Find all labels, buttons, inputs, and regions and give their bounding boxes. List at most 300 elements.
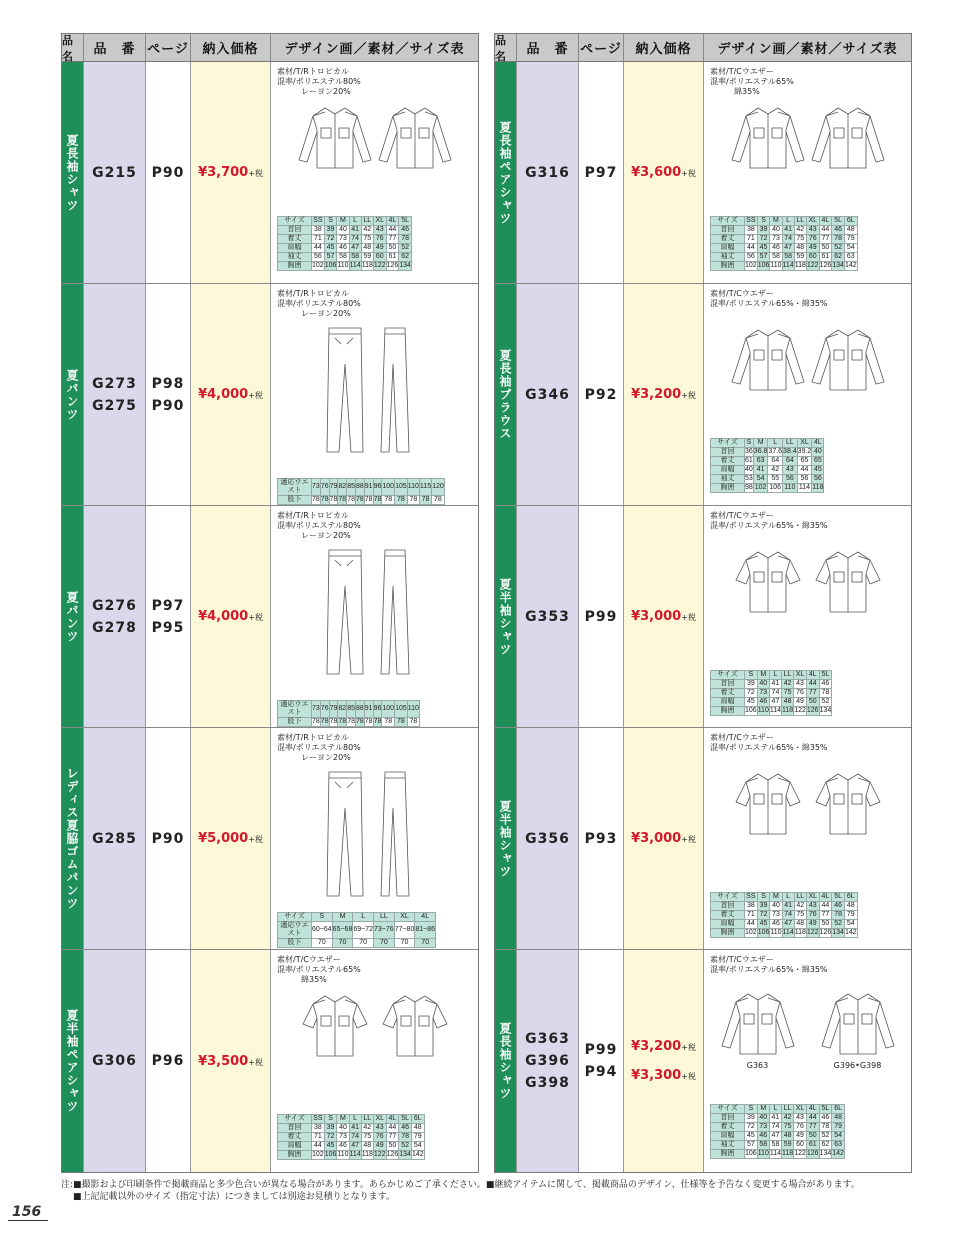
shirt-illustration — [295, 990, 455, 1060]
price-value: ¥3,300+税 — [631, 1068, 696, 1083]
product-code: G278 — [92, 619, 137, 636]
size-table — [277, 700, 420, 727]
size-table-cell: 114 — [782, 262, 794, 269]
header-name: 品名 — [62, 34, 84, 61]
size-table-cell: 118 — [361, 262, 373, 269]
product-code: G215 — [92, 164, 137, 181]
size-table-cell: 78 — [819, 689, 832, 698]
header-price: 納入価格 — [191, 34, 271, 61]
size-table-cell: 63 — [753, 457, 768, 466]
size-table-cell: 75 — [782, 689, 794, 698]
prices — [624, 284, 704, 505]
material-line: 混率/ポリエステル65%・綿35% — [710, 299, 828, 308]
size-table-cell: 122 — [373, 262, 386, 269]
size-table-cell: 72 — [745, 689, 758, 698]
size-table-cell: 56 — [783, 475, 798, 484]
material-line: 素材/T/Cウエザー — [277, 955, 341, 964]
size-table-cell: L — [782, 217, 794, 226]
size-table-cell: 73~76 — [374, 922, 395, 939]
catalog-page: P90 — [151, 830, 185, 847]
size-table-cell: 首回 — [711, 1114, 745, 1123]
tax-label: +税 — [681, 1043, 696, 1052]
material-line: 素材/T/Cウエザー — [710, 289, 774, 298]
size-table-cell: S — [745, 671, 758, 680]
size-table-cell: 44 — [386, 226, 399, 235]
size-table-cell: 56 — [797, 475, 812, 484]
product-row — [495, 62, 911, 284]
product-row — [62, 506, 478, 728]
size-table-cell: 49 — [794, 1132, 807, 1141]
size-table-row — [711, 448, 824, 457]
size-table-cell: 78 — [819, 1123, 832, 1132]
size-table-cell: 48 — [832, 1114, 845, 1123]
size-table-row — [711, 671, 832, 680]
size-table-cell: 46 — [337, 1142, 349, 1151]
size-table-cell: 76 — [373, 235, 386, 244]
product-row — [62, 950, 478, 1172]
size-table-cell: 60~64 — [312, 922, 333, 939]
size-table-cell: 36.8 — [753, 448, 768, 455]
catalog-page: P94 — [584, 1064, 618, 1080]
size-table-cell: 110 — [770, 262, 782, 269]
material-line: 混率/ポリエステル65%・綿35% — [710, 965, 828, 974]
size-table-cell: 114 — [349, 1151, 361, 1158]
size-table-cell: S — [757, 893, 770, 902]
size-table-row — [711, 902, 858, 911]
size-table-row — [278, 1151, 425, 1160]
size-table-cell: L — [769, 1105, 781, 1114]
size-table-cell: 48 — [782, 698, 794, 707]
size-table-cell: M — [337, 1115, 349, 1124]
size-table-cell: 79 — [329, 701, 338, 718]
catalog-pages — [579, 728, 624, 949]
size-table-cell: S — [757, 217, 770, 226]
price-value: ¥3,200+税 — [631, 387, 696, 402]
size-table-cell: 45 — [757, 244, 770, 253]
size-table-cell: 100 — [382, 479, 395, 496]
size-table-cell: 142 — [832, 1150, 844, 1157]
size-table-cell: 78 — [399, 1133, 412, 1142]
size-table-row — [711, 707, 832, 716]
prices — [191, 62, 271, 283]
product-row — [495, 728, 911, 950]
shirt-illustration — [728, 102, 888, 172]
size-table-cell: 38.4 — [783, 448, 797, 455]
size-table-cell: M — [757, 671, 769, 680]
header-design: デザイン画／素材／サイズ表 — [284, 42, 465, 57]
size-table-row — [711, 911, 858, 920]
category-label: 夏半袖ペアシャツ — [62, 950, 84, 1172]
size-table-cell: 44 — [819, 902, 832, 911]
size-table-cell: 52 — [399, 1142, 412, 1151]
prices — [191, 506, 271, 727]
material-line: 素材/T/Cウエザー — [710, 67, 774, 76]
size-table-row — [711, 680, 832, 689]
catalog-page: P90 — [151, 397, 185, 414]
size-table-cell: 40 — [770, 902, 782, 911]
size-table-cell: 4L — [415, 913, 436, 922]
catalog-pages — [146, 284, 191, 505]
size-table-cell: 6L — [844, 893, 857, 902]
size-table-cell: 79 — [329, 479, 338, 496]
size-table-cell: 100 — [382, 701, 395, 718]
size-table-cell: SS — [746, 893, 756, 900]
size-table-cell: 44 — [312, 244, 325, 253]
header-page: ページ — [579, 34, 624, 61]
product-code: G398 — [525, 1075, 570, 1091]
material-line: 素材/T/Rトロピカル — [277, 733, 349, 742]
size-table-cell: XL — [373, 217, 386, 226]
product-codes — [84, 728, 146, 949]
product-code: G396 — [525, 1053, 570, 1069]
size-table-cell: 42 — [782, 680, 794, 689]
size-table-row — [711, 457, 824, 466]
size-table-cell: 49 — [806, 920, 819, 929]
tax-label: +税 — [681, 835, 696, 844]
size-table-cell: 70 — [353, 939, 374, 948]
material-line: 素材/T/Rトロピカル — [277, 289, 349, 298]
size-table-cell: 57 — [324, 253, 337, 262]
size-table-cell: 73 — [337, 1133, 349, 1142]
catalog-page: P97 — [151, 597, 185, 614]
header-price: 納入価格 — [624, 34, 704, 61]
size-table-cell: 41 — [769, 680, 781, 689]
product-codes — [517, 506, 579, 727]
size-table-cell: 78 — [395, 496, 408, 505]
material-text — [710, 289, 905, 309]
size-table-cell: 股下 — [278, 718, 312, 727]
size-table-row — [711, 484, 824, 493]
product-row — [62, 728, 478, 950]
size-table-cell: XL — [806, 217, 819, 226]
material-line: 混率/ポリエステル80% — [277, 521, 361, 530]
category-label: 夏長袖シャツ — [495, 950, 517, 1172]
size-table-cell: 106 — [757, 262, 770, 269]
size-table-cell: 105 — [395, 701, 408, 718]
page-number: 156 — [12, 1204, 42, 1220]
size-table-cell: 40 — [337, 1124, 349, 1133]
catalog-pages — [146, 950, 191, 1172]
size-table-cell: 43 — [373, 226, 386, 235]
category-label: 夏長袖ペアシャツ — [495, 62, 517, 283]
size-table-cell: 85 — [347, 479, 356, 496]
size-table-cell: 65 — [812, 457, 824, 466]
size-table-cell: 44 — [819, 226, 832, 235]
size-table-cell: 78 — [347, 496, 355, 503]
size-table-row — [278, 701, 420, 718]
size-table-cell: 47 — [349, 244, 361, 253]
size-table-cell: 5L — [819, 671, 832, 680]
catalog-pages — [146, 62, 191, 283]
size-table — [277, 478, 445, 505]
size-table-cell: 78 — [338, 718, 347, 725]
table-header — [62, 34, 478, 62]
size-table-cell: 74 — [349, 1133, 361, 1142]
size-table-cell: 78 — [329, 496, 338, 503]
size-table-cell: 適応ウエスト — [278, 701, 312, 718]
size-table-cell: L — [349, 217, 361, 226]
shirt-illustration — [295, 102, 455, 172]
size-table-cell: 106 — [769, 484, 782, 491]
price-value: ¥3,500+税 — [198, 1053, 263, 1069]
size-table-cell: 6L — [832, 1105, 845, 1114]
prices — [191, 284, 271, 505]
size-table-cell: 106 — [324, 262, 337, 269]
size-table-cell: 78 — [832, 911, 845, 920]
size-table-cell: 46 — [832, 226, 845, 235]
size-table-cell: 78 — [320, 496, 329, 503]
material-text — [710, 955, 905, 975]
size-table-cell: 59 — [794, 253, 806, 262]
size-table-cell: LL — [361, 1115, 373, 1124]
size-table-cell: XL — [394, 913, 415, 922]
size-table-cell: 41 — [349, 226, 361, 235]
material-text — [710, 511, 905, 531]
price-value: ¥3,000+税 — [631, 609, 696, 624]
size-table-cell: 首回 — [278, 1124, 312, 1133]
size-table-cell: 肩幅 — [278, 244, 312, 253]
size-table-cell: 36 — [745, 448, 753, 455]
size-table-cell: 60 — [373, 253, 386, 262]
size-table-cell: 76 — [806, 235, 819, 244]
size-table-cell: サイズ — [711, 217, 745, 226]
size-table-cell: 74 — [769, 1123, 781, 1132]
footer-note-1: 注:■撮影および印刷条件で掲載商品と多少色合いが異なる場合があります。あらかじめご了承ください。■継続アイテムに関して、掲載商品のデザイン、仕様等を予告なく変更する場合があります。 — [61, 1180, 860, 1190]
size-table-cell: LL — [794, 217, 806, 226]
size-table-cell: 60 — [794, 1141, 807, 1150]
size-table-cell: 47 — [782, 920, 794, 929]
size-table-cell: 4L — [819, 893, 832, 902]
size-table-cell: XL — [797, 439, 812, 448]
material-line: 素材/T/Rトロピカル — [277, 511, 349, 520]
size-table-cell: 70 — [394, 939, 415, 948]
size-table-row — [278, 226, 412, 235]
size-table-cell: 4L — [806, 1105, 819, 1114]
size-table-cell: 105 — [395, 479, 408, 496]
size-table-cell: LL — [782, 671, 794, 680]
category-label: 夏長袖ブラウス — [495, 284, 517, 505]
product-codes — [517, 728, 579, 949]
header-design: デザイン画／素材／サイズ表 — [717, 42, 898, 57]
size-table-cell: SS — [746, 217, 756, 224]
product-codes — [84, 506, 146, 727]
size-table-cell: 76 — [794, 689, 807, 698]
size-table-row — [711, 1123, 845, 1132]
size-table-cell: 78 — [382, 718, 395, 727]
size-table-cell: 126 — [806, 1150, 819, 1157]
size-table-row — [711, 1105, 845, 1114]
size-table-cell: L — [353, 913, 374, 922]
size-table-cell: 78 — [432, 496, 445, 505]
size-table-cell: 114 — [349, 262, 361, 269]
category-label: 夏長袖シャツ — [62, 62, 84, 283]
size-table-cell: M — [337, 217, 349, 226]
size-table-cell: SS — [313, 217, 323, 224]
size-table-cell: 78 — [373, 718, 382, 725]
size-table-cell: LL — [794, 893, 806, 902]
size-table-cell: 48 — [794, 244, 806, 253]
size-table-cell: 46 — [819, 1114, 832, 1123]
size-table — [710, 216, 858, 271]
size-table-row — [711, 893, 858, 902]
size-table-cell: 91 — [364, 701, 373, 718]
size-table-cell: サイズ — [711, 671, 745, 680]
size-table-row — [711, 1114, 845, 1123]
size-table-cell: 39 — [745, 1114, 758, 1123]
material-text — [277, 733, 472, 763]
design-cell — [704, 62, 911, 283]
size-table-cell: 78 — [407, 718, 419, 727]
size-table-cell: 45 — [324, 1142, 337, 1151]
header-code: 品 番 — [84, 34, 146, 61]
size-table-cell: 53 — [745, 475, 753, 482]
shirt-caption: G363 — [746, 1061, 769, 1070]
shirt-illustration — [728, 546, 888, 616]
size-table-cell: M — [770, 893, 782, 902]
material-line: レーヨン20% — [277, 753, 351, 762]
size-table-cell: 58 — [337, 253, 349, 262]
size-table-cell: 142 — [844, 929, 857, 936]
size-table-cell: 78 — [338, 496, 347, 503]
size-table-row — [278, 244, 412, 253]
size-table-cell: 4L — [386, 1115, 399, 1124]
size-table-cell: 42 — [768, 466, 783, 475]
size-table-cell: 首回 — [711, 902, 745, 911]
size-table — [710, 670, 832, 716]
catalog-page: P97 — [584, 164, 618, 181]
header-code: 品 番 — [517, 34, 579, 61]
size-table-row — [711, 1150, 845, 1159]
size-table-cell: 71 — [312, 235, 325, 244]
size-table-cell: 胸囲 — [278, 262, 312, 271]
size-table-cell: LL — [782, 1105, 794, 1114]
price-value: ¥4,000+税 — [198, 387, 263, 402]
size-table-cell: 4L — [386, 217, 399, 226]
size-table-cell: 126 — [386, 1151, 399, 1158]
size-table-cell: 91 — [364, 479, 373, 496]
size-table-cell: 73 — [337, 235, 349, 244]
size-table-cell: 47 — [349, 1142, 361, 1151]
size-table-cell: 48 — [844, 226, 857, 235]
size-table-cell: 38 — [312, 226, 325, 235]
size-table-row — [711, 235, 858, 244]
product-codes — [517, 284, 579, 505]
size-table-cell: 39 — [745, 680, 758, 689]
shirt-illustration — [728, 768, 888, 838]
size-table-cell: 142 — [411, 1151, 424, 1158]
size-table-cell: 78 — [382, 496, 395, 505]
size-table-cell: 77 — [386, 1133, 399, 1142]
size-table-cell: 41 — [782, 902, 794, 911]
size-table-cell: 63 — [832, 1141, 845, 1150]
size-table-row — [711, 253, 858, 262]
size-table-cell: 44 — [797, 466, 812, 475]
material-line: レーヨン20% — [277, 309, 351, 318]
table-header — [495, 34, 911, 62]
size-table-cell: 58 — [757, 1141, 769, 1150]
tax-label: +税 — [681, 391, 696, 400]
size-table-cell: S — [312, 913, 333, 922]
footer-notes — [61, 1179, 860, 1203]
category-label: 夏パンツ — [62, 284, 84, 505]
size-table-cell: 78 — [407, 496, 419, 505]
size-table-cell: 38 — [312, 1124, 325, 1133]
size-table — [277, 912, 436, 948]
size-table-cell: 43 — [806, 902, 819, 911]
price-value: ¥3,600+税 — [631, 165, 696, 180]
size-table-cell: 118 — [361, 1151, 373, 1158]
size-table-cell: 78 — [355, 718, 364, 725]
size-table-cell: LL — [783, 439, 798, 448]
size-table-cell: 45 — [745, 1132, 758, 1141]
size-table-cell: 45 — [812, 466, 824, 475]
size-table-cell: 106 — [745, 707, 757, 714]
material-text — [277, 955, 472, 985]
size-table-cell: M — [332, 913, 353, 922]
size-table-cell: 56 — [312, 253, 325, 262]
size-table-cell: 44 — [806, 680, 819, 689]
size-table-cell: 71 — [312, 1133, 325, 1142]
catalog-pages — [579, 950, 624, 1172]
size-table-cell: 46 — [819, 680, 832, 689]
size-table-cell: 55 — [768, 475, 783, 484]
size-table-cell: 110 — [757, 1150, 769, 1157]
left-column — [61, 33, 479, 1173]
material-line: 混率/ポリエステル80% — [277, 299, 361, 308]
size-table-cell: 75 — [361, 235, 373, 244]
size-table-cell: サイズ — [711, 439, 745, 448]
size-table-cell: 4L — [806, 671, 819, 680]
size-table-cell: 61 — [806, 1141, 819, 1150]
size-table-cell: 64 — [768, 457, 783, 466]
material-line: 混率/ポリエステル65%・綿35% — [710, 743, 828, 752]
size-table-cell: 118 — [782, 707, 794, 714]
size-table-cell: 43 — [806, 226, 819, 235]
size-table-cell: 82 — [338, 701, 347, 718]
size-table-cell: 胸囲 — [711, 1150, 745, 1159]
product-code: G353 — [525, 608, 570, 625]
size-table-row — [711, 1141, 845, 1150]
size-table-cell: 79 — [844, 911, 857, 920]
size-table-cell: 袖丈 — [711, 475, 745, 484]
price-value: ¥3,200+税 — [631, 1039, 696, 1054]
size-table-cell: 41 — [753, 466, 768, 475]
size-table-cell: 44 — [745, 244, 758, 253]
size-table-cell: 78 — [419, 496, 431, 505]
footer-note-2: ■上記記載以外のサイズ（指定寸法）につきましては別途お見積りとなります。 — [73, 1192, 395, 1202]
size-table-cell: 袖丈 — [711, 1141, 745, 1150]
size-table-cell: 73 — [770, 911, 782, 920]
size-table-cell: 76 — [320, 701, 329, 718]
product-codes — [517, 950, 579, 1172]
product-code: G316 — [525, 164, 570, 181]
size-table-cell: 78 — [373, 496, 382, 503]
tax-label: +税 — [248, 613, 263, 622]
size-table-cell: 54 — [753, 475, 768, 484]
size-table-cell: 75 — [361, 1133, 373, 1142]
material-line: レーヨン20% — [277, 531, 351, 540]
size-table-cell: 75 — [782, 1123, 794, 1132]
size-table-cell: S — [324, 217, 337, 226]
size-table-row — [278, 1115, 425, 1124]
size-table-cell: 75 — [794, 235, 806, 244]
size-table-cell: 肩幅 — [711, 698, 745, 707]
prices — [191, 950, 271, 1172]
size-table-cell: 76 — [794, 1123, 807, 1132]
size-table-cell: 64 — [783, 457, 798, 466]
size-table-cell: 39 — [324, 226, 337, 235]
size-table-cell: 39 — [324, 1124, 337, 1133]
